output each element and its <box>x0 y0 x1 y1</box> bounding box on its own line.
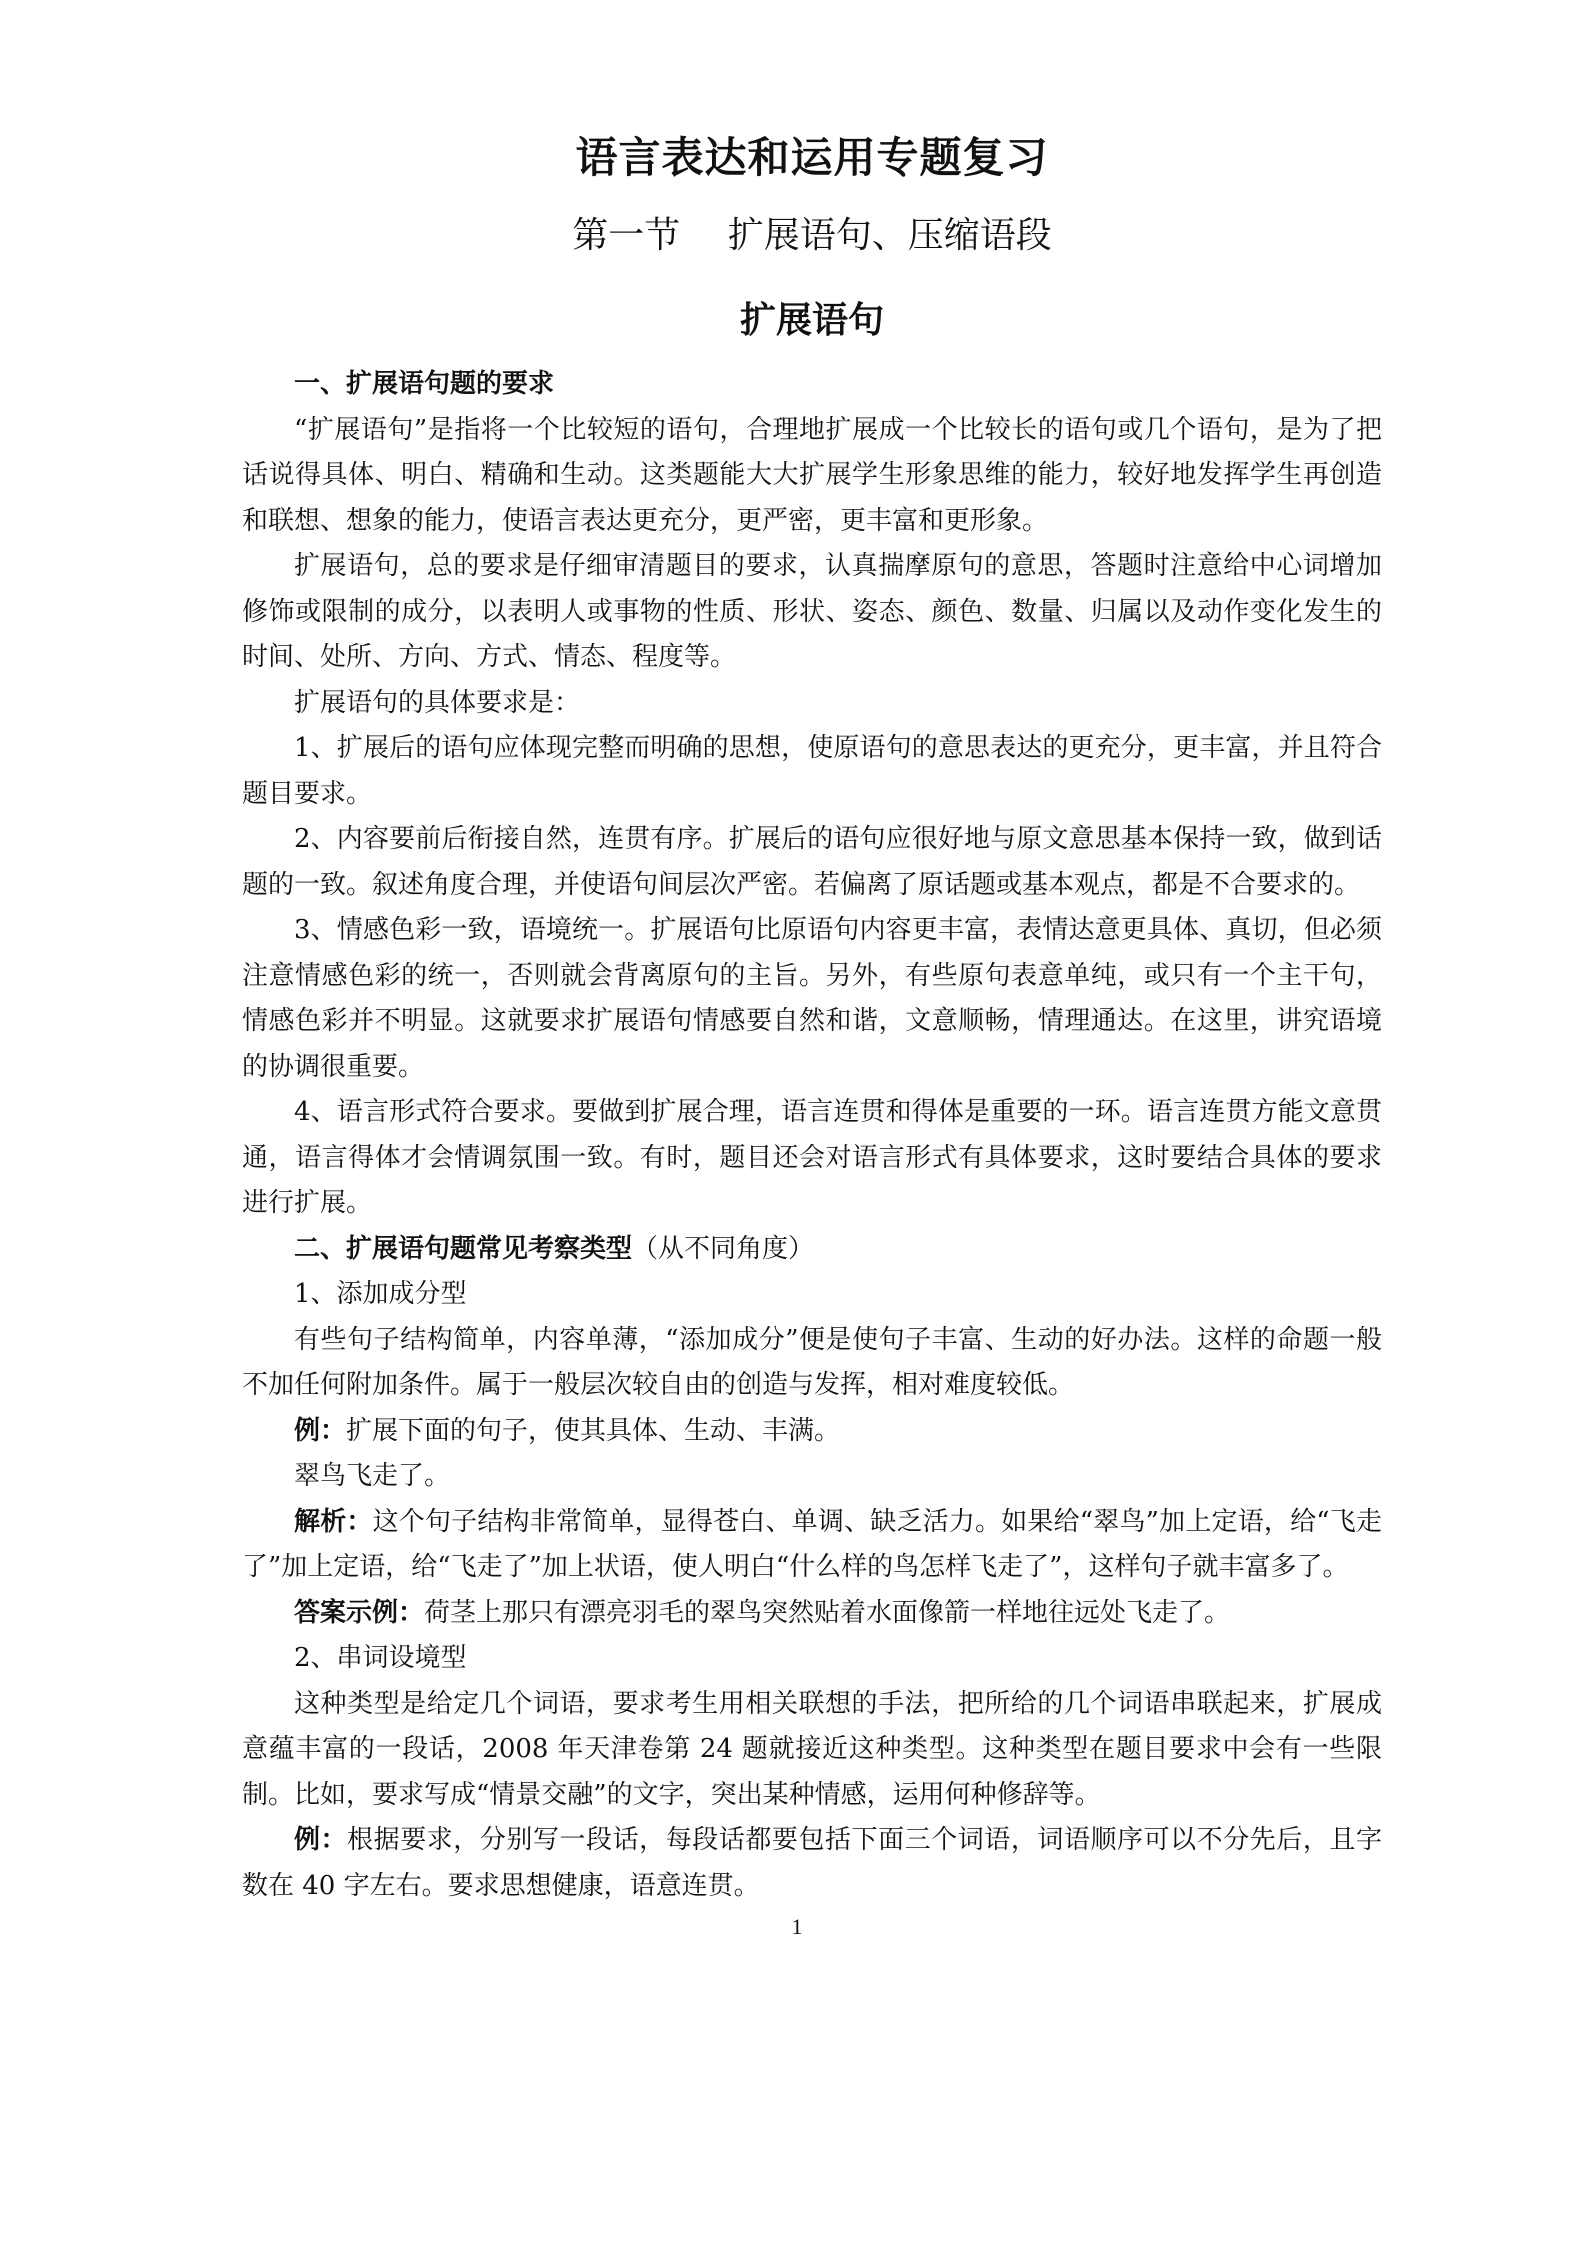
heading-question-types-note: （从不同角度） <box>632 1233 815 1264</box>
paragraph-answer <box>242 1591 1382 1637</box>
paragraph-requirement-2: 2、内容要前后衔接自然，连贯有序。扩展后的语句应很好地与原文意思基本保持一致，做到话题的一致。叙述角度合理，并使语句间层次严密。若偏离了原话题或基本观点，都是不合要求的。 <box>242 824 1382 900</box>
paragraph-example-2 <box>242 1818 1382 1909</box>
paragraph-type-2-desc: 这种类型是给定几个词语，要求考生用相关联想的手法，把所给的几个词语串联起来，扩展成意蕴丰富的一段话，2008 年天津卷第 24 题就接近这种类型。这种类型在题目要求中会有一些限制。比如，要求写成“情景交融”的文字，突出某种情感，运用何种修辞等。 <box>242 1688 1382 1810</box>
example-2-label: 例： <box>294 1825 348 1855</box>
page-number: 1 <box>791 1914 803 1939</box>
document-body <box>242 128 1382 1909</box>
analysis-text: 这个句子结构非常简单，显得苍白、单调、缺乏活力。如果给“翠鸟”加上定语，给“飞走了”加上定语，给“飞走了”加上状语，使人明白“什么样的鸟怎样飞走了”，这样句子就丰富多了。 <box>242 1506 1382 1582</box>
heading-question-types <box>242 1227 1382 1273</box>
paragraph-requirement-3: 3、情感色彩一致，语境统一。扩展语句比原语句内容更丰富，表情达意更具体、真切，但必须注意情感色彩的统一，否则就会背离原句的主旨。另外，有些原句表意单纯，或只有一个主干句，情感色彩并不明显。这就要求扩展语句情感要自然和谐，文意顺畅，情理通达。在这里，讲究语境的协调很重要。 <box>242 915 1382 1082</box>
paragraph-definition: “扩展语句”是指将一个比较短的语句，合理地扩展成一个比较长的语句或几个语句，是为了把话说得具体、明白、精确和生动。这类题能大大扩展学生形象思维的能力，较好地发挥学生再创造和联想、想象的能力，使语言表达更充分，更严密，更丰富和更形象。 <box>242 414 1382 536</box>
section-subtitle: 第一节 扩展语句、压缩语段 <box>572 215 1052 256</box>
answer-label: 答案示例： <box>294 1597 425 1628</box>
paragraph-general-requirement: 扩展语句，总的要求是仔细审清题目的要求，认真揣摩原句的意思，答题时注意给中心词增加修饰或限制的成分，以表明人或事物的性质、形状、姿态、颜色、数量、归属以及动作变化发生的时间、处所、方向、方式、情态、程度等。 <box>242 551 1382 672</box>
paragraph-requirement-4: 4、语言形式符合要求。要做到扩展合理，语言连贯和得体是重要的一环。语言连贯方能文意贯通，语言得体才会情调氛围一致。有时，题目还会对语言形式有具体要求，这时要结合具体的要求进行扩展。 <box>242 1097 1382 1218</box>
heading-requirements: 一、扩展语句题的要求 <box>294 369 555 399</box>
paragraph-example-sentence: 翠鸟飞走了。 <box>294 1461 451 1491</box>
paragraph-specific-intro: 扩展语句的具体要求是： <box>294 687 581 718</box>
answer-text: 荷茎上那只有漂亮羽毛的翠鸟突然贴着水面像箭一样地往远处飞走了。 <box>424 1597 1231 1628</box>
document-title: 语言表达和运用专题复习 <box>575 133 1049 182</box>
paragraph-requirement-1: 1、扩展后的语句应体现完整而明确的思想，使原语句的意思表达的更充分，更丰富，并且符合题目要求。 <box>242 733 1382 809</box>
example-label: 例： <box>294 1415 347 1446</box>
paragraph-type-2-title: 2、串词设境型 <box>294 1643 467 1673</box>
paragraph-type-1-title: 1、添加成分型 <box>294 1279 467 1309</box>
example-text: 扩展下面的句子，使其具体、生动、丰满。 <box>346 1415 841 1446</box>
paragraph-example-1 <box>242 1409 1382 1455</box>
example-2-text: 根据要求，分别写一段话，每段话都要包括下面三个词语，词语顺序可以不分先后，且字数在 40 字左右。要求思想健康，语意连贯。 <box>242 1825 1382 1901</box>
paragraph-analysis <box>242 1500 1382 1591</box>
topic-heading: 扩展语句 <box>739 299 884 341</box>
analysis-label: 解析： <box>294 1506 373 1537</box>
paragraph-type-1-desc: 有些句子结构简单，内容单薄，“添加成分”便是使句子丰富、生动的好办法。这样的命题一般不加任何附加条件。属于一般层次较自由的创造与发挥，相对难度较低。 <box>242 1324 1382 1400</box>
heading-question-types-bold: 二、扩展语句题常见考察类型 <box>294 1233 633 1264</box>
